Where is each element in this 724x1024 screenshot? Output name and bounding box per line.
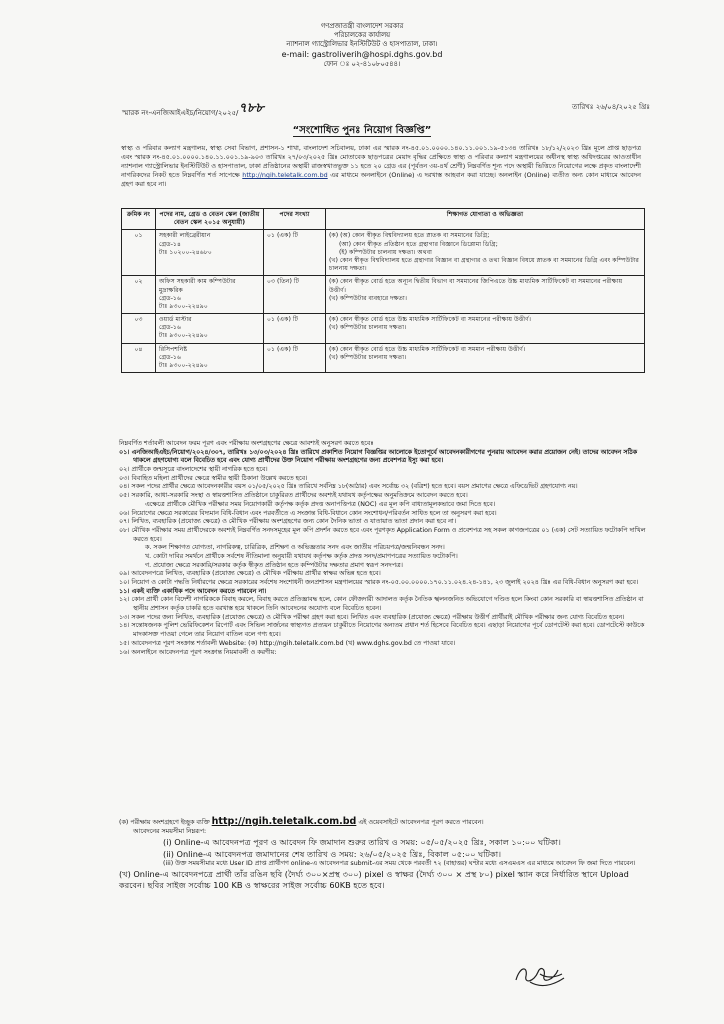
cell-post xyxy=(156,314,264,344)
cell-post xyxy=(156,276,264,314)
col-header-count: পদের সংখ্যা xyxy=(264,209,326,230)
conditions-lead: নিম্নবর্ণিত শর্তাবলী আবেদন ফরম পূরণ এবং পরীক্ষায় অংশগ্রহণের ক্ষেত্রে আবশ্যই অনুসরণ করতে হবেঃ xyxy=(119,440,374,447)
table-row xyxy=(122,314,645,344)
condition-item: ০৯। আবেদনপত্রে লিখিত, ব্যবহারিক (প্রযোজ্য ক্ষেত্রে) ও মৌখিক পরীক্ষায় প্রার্থীর স্বাক্ষর অভিন্ন হতে হবে। xyxy=(119,570,381,578)
cell-count: ০১ (এক) টি xyxy=(264,314,326,344)
notice-title xyxy=(0,124,724,137)
signature-icon xyxy=(510,960,570,990)
posts-table xyxy=(121,208,645,373)
post-scale: টাঃ ৯৩০০-২২৪৯০ xyxy=(159,302,208,310)
condition-subitem: খ. কোটা দাবির সমর্থনে প্রার্থীকে সর্বশেষ নীতিমালা অনুযায়ী যথাযথ কর্তৃপক্ষ কর্তৃক প্রদত্ত সনদ/প্রমাণপত্রের সত্যায়িত ফটোকপি। xyxy=(145,552,458,560)
header-institute: ন্যাশনাল গ্যাস্ট্রোলিভার ইনস্টিটিউট ও হাসপাতাল, ঢাকা। xyxy=(286,40,438,49)
table-header-row xyxy=(122,209,645,230)
condition-item: ০৬। নিয়োগের ক্ষেত্রে সরকারের বিদ্যমান বিধি-বিধান এবং পরবর্তীতে এ সংক্রান্ত বিধি-বিধানে কোন সংশোধন/পরিবর্তন সাধিত হলে তা অনুসরণ করা হবে। xyxy=(119,509,497,517)
deadline-lead: আবেদনের সময়সীমা নিম্নরূপ: xyxy=(133,828,207,836)
qual-line: (ক) কোন স্বীকৃত বোর্ড হতে অন্যূন দ্বিতীয় বিভাগ বা সমমানের জিপিএতে উচ্চ মাধ্যমিক সার্টিফিকেট বা সমমানের পরীক্ষায় উত্তীর্ণ। xyxy=(329,278,623,294)
deadline-fee: (iii) উক্ত সময়সীমার মধ্যে User ID প্রাপ্ত প্রার্থীগণ online-এ আবেদনপত্র submit-এর সময় থেকে পরবর্তী ৭২ (বাহাত্তর) ঘণ্টার মধ্যে এসএমএস এর মাধ্যমে আবেদন ফি জমা দিতে পারবেন। xyxy=(163,860,636,868)
post-grade: গ্রেড-১৬ xyxy=(159,294,181,302)
header-office: পরিচালকের কার্যালয় xyxy=(333,31,391,40)
cell-count: ০৩ (তিন) টি xyxy=(264,276,326,314)
condition-subitem: ক. সকল শিক্ষাগত যোগ্যতা, নাগরিকত্ব, চারিত্রিক, প্রশিক্ষণ ও অভিজ্ঞতার সনদ এবং জাতীয় পরিচয়পত্র/জন্মনিবন্ধন সনদ। xyxy=(145,544,445,552)
qual-line: (খ) কম্পিউটার চালনায় দক্ষতা। xyxy=(329,353,407,361)
qual-line: (খ) কোন স্বীকৃত বিশ্ববিদ্যালয় হতে গ্রন্থাগার বিজ্ঞান বা গ্রন্থাগার ও তথ্য বিজ্ঞান বিষয়ে স্নাতক বা সমমানের ডিগ্রি এবং কম্পিউটার চালনায় দক্ষতা। xyxy=(329,256,639,273)
online-a-link[interactable]: http://ngih.teletalk.com.bd xyxy=(211,816,357,827)
qual-line: (আ) কোন স্বীকৃত প্রতিষ্ঠান হতে গ্রন্থাগার বিজ্ঞানে ডিপ্লোমা ডিগ্রি; xyxy=(339,240,498,248)
qual-line: (খ) কম্পিউটার ব্যবহারে দক্ষতা। xyxy=(329,294,407,302)
condition-item: ১৫। আবেদনপত্র পূরণ সংক্রান্ত শর্তাবলী Website: (ক) http://ngih.teletalk.com.bd (খ) www.dghs.gov.bd তে পাওয়া যাবে। xyxy=(119,639,456,647)
post-name: সহকারী লাইব্রেরীয়ান xyxy=(159,232,211,240)
cell-qualification xyxy=(326,314,645,344)
online-a xyxy=(119,815,647,828)
cell-qualification xyxy=(326,230,645,276)
cell-sl: ০৩ xyxy=(122,314,156,344)
post-scale: টাঃ ৯৩০০-২২৪৯০ xyxy=(159,362,208,369)
condition-item: ১৪। সন্তোষজনক পুলিশ ভেরিফিকেশন রিপোর্ট এবং সিভিল সার্জনের স্বাস্থ্যগত প্রত্যয়ন চাকুরীতে নিয়োগের অন্যতম প্রধান শর্ত হিসেবে বিবেচিত হবে। এছাড়া নিয়োগের পূর্বে ডোপটেস্ট করা হবে। ডোপটেস্টে কাউকে মাদকাসক্ত পাওয়া গেলে তার নিয়োগ বাতিল বলে গণ্য হবে। xyxy=(119,622,645,639)
cell-count: ০১ (এক) টি xyxy=(264,343,326,373)
condition-item: ০৮। মৌখিক পরীক্ষার সময় প্রার্থীদেরকে অবশ্যই নিম্নবর্ণিত সনদসমূহের মূল কপি প্রদর্শন করতে হবে এবং পূরণকৃত Application Form ও প্রবেশপত্র সহ সকল কাগজপত্রের ০১ (এক) সেট সত্যায়িত ফটোকপি দাখিল করতে হবে। xyxy=(119,526,646,543)
col-header-qualification: শিক্ষাগত যোগ্যতা ও অভিজ্ঞতা xyxy=(326,209,645,230)
intro-paragraph xyxy=(121,144,641,189)
table-row xyxy=(122,230,645,276)
post-scale: টাঃ ৯৩০০-২২৪৯০ xyxy=(159,332,208,340)
cell-qualification xyxy=(326,276,645,314)
col-header-post: পদের নাম, গ্রেড ও বেতন স্কেল (জাতীয় বেতন স্কেল ২০১৫ অনুযায়ী) xyxy=(156,209,264,230)
cell-sl: ০২ xyxy=(122,276,156,314)
cell-post xyxy=(156,343,264,373)
notice-title-text: “সংশোধিত পুনঃ নিয়োগ বিজ্ঞপ্তি” xyxy=(292,125,432,136)
online-b: (খ) Online-এ আবেদনপত্রে প্রার্থী তাঁর রঙিন ছবি (দৈর্ঘ্য ৩০০×প্রস্থ ৩০০) pixel ও স্বাক্ষর (দৈর্ঘ্য ৩০০ × প্রস্থ ৮০) pixel স্ক্যান করে নির্ধারিত স্থানে Upload করবেন। ছবির সাইজ সর্বোচ্চ 100 KB ও স্বাক্ষরের সাইজ সর্বোচ্চ 60KB হতে হবে। xyxy=(119,868,629,891)
deadline-end: (ii) Online-এ আবেদনপত্র জমাদানের শেষ তারিখ ও সময়: ২৬/০৫/২০২৫ খ্রিঃ, বিকাল ০৫:০০ ঘটিকা। xyxy=(163,848,502,859)
header-govt: গণপ্রজাতন্ত্রী বাংলাদেশ সরকার xyxy=(320,22,404,30)
post-name: ওয়ার্ড মাস্টার xyxy=(159,316,192,324)
qual-line: (খ) কম্পিউটার চালনায় দক্ষতা। xyxy=(329,324,407,332)
cell-sl: ০৪ xyxy=(122,343,156,373)
intro-text-a: স্বাস্থ্য ও পরিবার কল্যাণ মন্ত্রণালয়, স্বাস্থ্য সেবা বিভাগ, প্রশাসন-১ শাখা, বাংলাদেশ সচিবালয়, ঢাকা এর স্মারক নং-৪৫.০১.০০০০.১৪০.১১.০০১.১৯-৫১৩৪ তারিখঃ ১৮/১২/২০২৩ খ্রিঃ মূলে প্রাপ্ত ছাড়পত্র এবং স্মারক নং-৪৫.০১.০০০০.১৪০.১১.০০১.১৯-৯০৩ তারিখঃ ২৭/০৩/২০২৫ খ্রিঃ মোতাবেক ছাড়পত্রের মেয়াদ বৃদ্ধির প্রেক্ষিতে স্বাস্থ্য ও পরিবার কল্যাণ মন্ত্রণালয়ের অধীনস্থ স্বাস্থ্য অধিদপ্তরের আওতাধীন ন্যাশনাল গ্যাস্ট্রোলিভার ইনস্টিটিউট ও হাসপাতাল, ঢাকা প্রতিষ্ঠানের অস্থায়ী রাজস্বখাতভুক্ত ১১ হতে ২০ গ্রেড এর (পূর্বতন ৩য়-৪র্থ শ্রেণী) নিম্নবর্ণিত শূন্য পদে অস্থায়ী ভিত্তিতে নিয়োগের লক্ষে প্রকৃত বাংলাদেশী নাগরিকদের নিকট হতে নিম্নবর্ণিত শর্ত সাপেক্ষে xyxy=(121,144,641,180)
post-grade: গ্রেড-১৬ xyxy=(159,324,181,332)
memo-date: তারিখঃ ২৬/০৪/২০২৫ খ্রিঃ xyxy=(572,103,650,111)
intro-text-b: এর মাধ্যমে অনলাইনে (Online) এ দরখাস্ত আহবান করা যাচ্ছে। অনলাইন (Online) ব্যতীত অন্য কোন মাধ্যমে আবেদন গ্রহণ করা হবে না। xyxy=(121,171,641,189)
qual-line: (ই) কম্পিউটার চালনায় দক্ষতা। অথবা xyxy=(339,248,432,256)
qual-line: (ক) (অ) কোন স্বীকৃত বিশ্ববিদ্যালয় হতে স্নাতক বা সমমানের ডিগ্রি; xyxy=(329,232,490,240)
condition-item: ১৩। সকল পদের জন্য লিখিত, ব্যবহারিক (প্রযোজ্য ক্ষেত্রে) ও মৌখিক পরীক্ষা গ্রহণ করা হবে। লিখিত এবং ব্যবহারিক (প্রযোজ্য ক্ষেত্রে) পরীক্ষায় উত্তীর্ণ প্রার্থীরাই মৌখিক পরীক্ষার জন্য যোগ্য বিবেচিত হবেন। xyxy=(119,613,625,621)
memo-number-handwritten: ৭৮৮ xyxy=(238,101,264,116)
cell-count: ০১ (এক) টি xyxy=(264,230,326,276)
post-grade: গ্রেড-১৪ xyxy=(159,240,181,248)
cell-sl: ০১ xyxy=(122,230,156,276)
qual-line: (ক) কোন স্বীকৃত বোর্ড হতে উচ্চ মাধ্যমিক সার্টিফিকেট বা সমমান পরীক্ষায় উত্তীর্ণ। xyxy=(329,345,526,353)
conditions-list xyxy=(119,440,647,657)
memo-ref xyxy=(122,103,264,120)
condition-item: ১২। কোন প্রার্থী কোন বিদেশী নাগরিককে বিবাহ করলে, বিবাহ করতে প্রতিজ্ঞাবদ্ধ হলে, কোন ফৌজদারী আদালত কর্তৃক নৈতিক স্খলনজনিত অভিযোগে দণ্ডিত হলে কিংবা কোন সরকারি বা স্বায়ত্তশাসিত প্রতিষ্ঠান বা স্থানীয় প্রশাসন কর্তৃক চাকরি হতে বরখাস্ত হয়ে থাকলে তিনি আবেদনের অযোগ্য বলে বিবেচিত হবেন। xyxy=(119,596,644,613)
condition-item: ০৪। সকল পদের প্রার্থীর ক্ষেত্রে আবেদনকারীর বয়স ০১/০৫/২০২৫ খ্রিঃ তারিখে সর্বনিম্ন ১৮(আঠার) এবং সর্বোচ্চ ৩২ (বত্রিশ) হতে হবে। বয়স প্রমাণের ক্ষেত্রে এফিডেভিট গ্রহণযোগ্য নয়। xyxy=(119,483,578,491)
condition-item: ১০। নিয়োগ ও কোটা পদ্ধতি নির্ধারণের ক্ষেত্রে সরকারের সর্বশেষ সংশোধনী জনপ্রশাসন মন্ত্রণালয়ের স্মারক নং-০৫.০০.০০০০.১৭০.১১.০২৪.২৪-১৪১, ২৩ জুলাই ২০২৪ খ্রিঃ এর বিধি-বিধান অনুসরণ করা হবে। xyxy=(119,579,639,586)
condition-item: ০১। এনজিআইএইচ/নিয়োগ/২০২৪/৩০৭, তারিখঃ ১৩/০৩/২০২৪ খ্রিঃ তারিখে প্রকাশিত নিয়োগ বিজ্ঞপ্তির আলোকে ইতোপূর্বে আবেদনকারীগণের পুনরায় আবেদন করার প্রয়োজন নেই। তাদের আবেদন সঠিক থাকলে গ্রহণযোগ্য বলে বিবেচিত হবে এবং যোগ্য প্রার্থীদের উক্ত নিয়োগ পরীক্ষায় অংশগ্রহণের জন্য প্রবেশপত্র ইস্যু করা হবে। xyxy=(119,448,638,465)
condition-item: ০২। প্রার্থীকে জন্মসূত্রে বাংলাদেশের স্থায়ী নাগরিক হতে হবে। xyxy=(119,466,268,474)
condition-item: ০৩। বিবাহিত মহিলা প্রার্থীদের ক্ষেত্রে স্বামীর স্থায়ী ঠিকানা উল্লেখ করতে হবে। xyxy=(119,474,308,482)
post-grade: গ্রেড-১৬ xyxy=(159,353,181,361)
online-a-prefix: (ক) পরীক্ষায় অংশগ্রহণে ইচ্ছুক ব্যক্তি xyxy=(119,819,210,826)
deadline-start: (i) Online-এ আবেদনপত্র পূরণ ও আবেদন ফি জমাদান শুরুর তারিখ ও সময়: ০৫/০৫/২০২৫ খ্রিঃ, সকাল ১০:০০ ঘটিকা। xyxy=(163,837,561,848)
qual-line: (ক) কোন স্বীকৃত বোর্ড হতে উচ্চ মাধ্যমিক সার্টিফিকেট বা সমমানের পরীক্ষায় উত্তীর্ণ। xyxy=(329,316,531,324)
condition-subitem: গ. প্রযোজ্য ক্ষেত্রে সরকারি/সরকার কর্তৃক স্বীকৃত প্রতিষ্ঠান হতে কম্পিউটার দক্ষতার প্রমাণ স্বরূপ সনদপত্র। xyxy=(145,561,403,569)
cell-qualification xyxy=(326,343,645,373)
condition-item: ১৬। অনলাইনে আবেদনপত্র পূরণ সংক্রান্ত নিয়মাবলী ও করণীয়: xyxy=(119,648,277,656)
post-name: অফিস সহকারী কাম কম্পিউটার মুদ্রাক্ষরিক xyxy=(159,278,236,294)
col-header-sl: ক্রমিক নং xyxy=(122,209,156,230)
cell-post xyxy=(156,230,264,276)
post-name: রিসিপশনিষ্ট xyxy=(159,345,188,353)
table-row xyxy=(122,343,645,373)
header-email: e-mail: gastroliverih@hospi.dghs.gov.bd xyxy=(281,49,443,59)
header-phone: ফোন ঃ ০২-৪১০৮০৫৪৪। xyxy=(323,60,401,69)
letterhead xyxy=(0,22,724,69)
table-row xyxy=(122,276,645,314)
online-a-suffix: এই ওয়েবসাইটে আবেদনপত্র পূরণ করতে পারবেন। xyxy=(358,819,484,826)
intro-link[interactable]: http://ngih.teletalk.com.bd xyxy=(242,171,328,180)
condition-item: ১১। একই ব্যক্তি একাধিক পদে আবেদন করতে পারবেন না। xyxy=(119,587,267,595)
condition-item: ০৫। সরকারি, আধা-সরকারি সংস্থা ও স্বায়ত্তশাসিত প্রতিষ্ঠানে চাকুরিরত প্রার্থীদের অবশ্যই যথাযথ কর্তৃপক্ষের অনুমতিক্রমে আবেদন করতে হবে। xyxy=(119,492,468,500)
condition-item: ০৭। লিখিত, ব্যবহারিক (প্রযোজ্য ক্ষেত্রে) ও মৌখিক পরীক্ষায় অংশগ্রহণের জন্য কোন দৈনিক ভাতা ও যাতায়াত ভাতা প্রদান করা হবে না। xyxy=(119,518,456,526)
condition-subitem: এক্ষেত্রে প্রার্থীকে মৌখিক পরীক্ষার সময় নিয়োগকারী কর্তৃপক্ষ কর্তৃক প্রদত্ত অনাপত্তিপত্র (NOC) এর মূল কপি বাধ্যতামূলকভাবে জমা দিতে হবে। xyxy=(145,500,495,508)
memo-ref-text: স্মারক নং-এনজিআইএইচ/নিয়োগ/২০২৫/ xyxy=(122,109,239,117)
memo-line xyxy=(122,103,650,117)
post-scale: টাঃ ১০২০০-২৪৬৮০ xyxy=(159,248,212,256)
online-instructions xyxy=(119,815,647,892)
